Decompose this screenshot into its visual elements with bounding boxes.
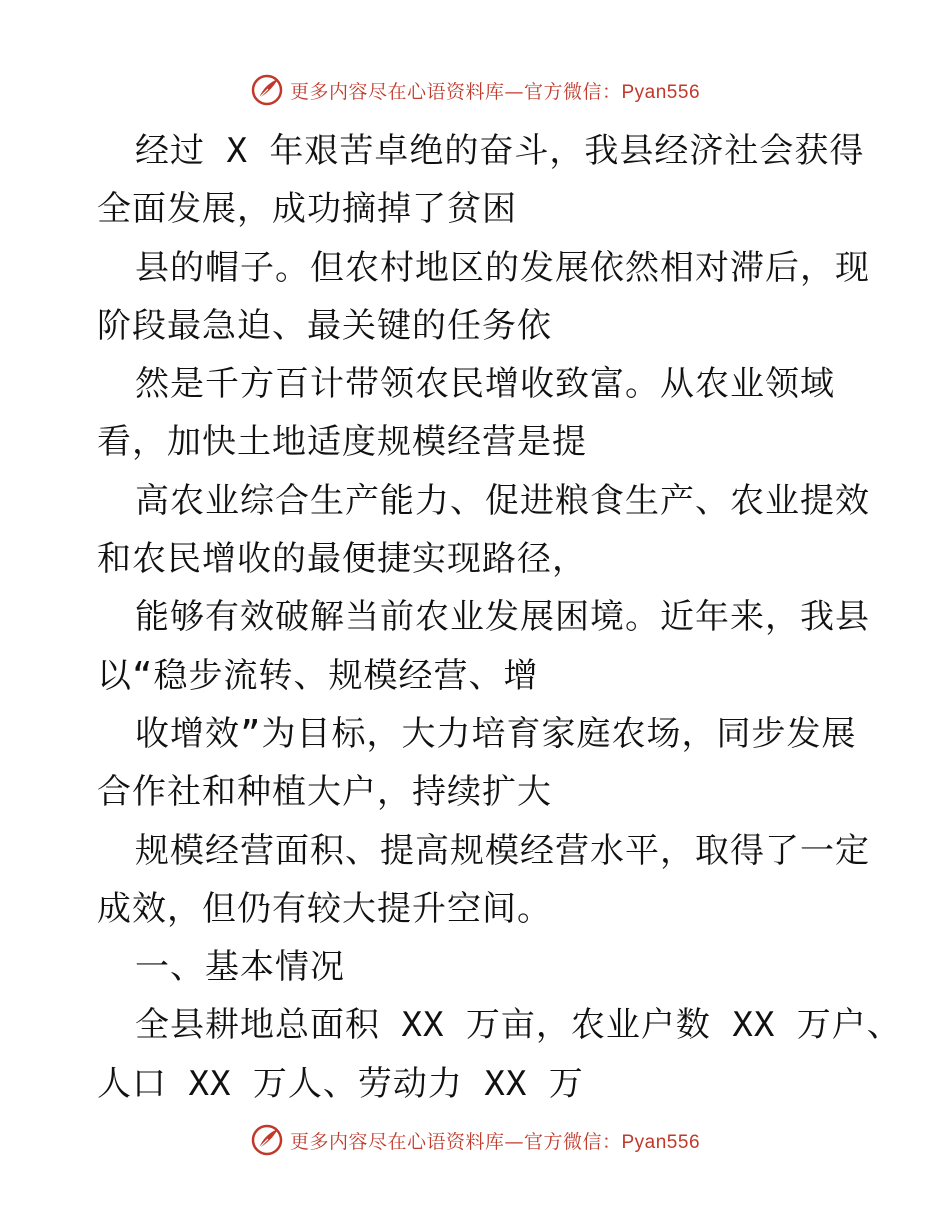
text-line: 经过 X 年艰苦卓绝的奋斗，我县经济社会获得 [135,131,865,171]
text-line: 人口 XX 万人、劳动力 XX 万 [97,1063,584,1104]
watermark-wechat-id: Pyan556 [621,1131,701,1153]
watermark-site-text: 更多内容尽在心语资料库 [289,1130,505,1153]
header-watermark [0,70,950,110]
document-body [97,122,902,1113]
text-line: 阶段最急迫、最关键的任务依 [97,305,552,346]
watermark-wechat-label: 官方微信： [523,80,622,103]
text-line: 高农业综合生产能力、促进粮食生产、农业提效 [135,480,870,521]
watermark-text [290,77,700,104]
text-line: 成效，但仍有较大提升空间。 [97,888,552,929]
text-line: 能够有效破解当前农业发展困境。近年来，我县 [135,597,870,638]
watermark-wechat-id: Pyan556 [621,81,701,103]
text-line: 全面发展，成功摘掉了贫困 [97,189,517,230]
section-heading: 一、基本情况 [135,947,345,988]
text-line: 县的帽子。但农村地区的发展依然相对滞后，现 [135,247,870,288]
watermark-text [290,1127,700,1154]
text-line: 以“稳步流转、规模经营、增 [97,655,539,696]
text-line: 和农民增收的最便捷实现路径， [97,539,587,580]
text-line: 收增效”为目标，大力培育家庭农场，同步发展 [135,713,857,754]
watermark-wechat-label: 官方微信： [523,1130,622,1153]
watermark-site-text: 更多内容尽在心语资料库 [289,80,505,103]
text-line: 合作社和种植大户，持续扩大 [97,772,552,813]
feather-pen-logo-icon [250,1123,284,1157]
text-line: 看，加快土地适度规模经营是提 [97,422,587,463]
feather-pen-logo-icon [250,73,284,107]
text-line: 全县耕地总面积 XX 万亩，农业户数 XX 万户、 [135,1005,902,1046]
footer-watermark [0,1120,950,1160]
text-line: 然是千方百计带领农民增收致富。从农业领域 [135,364,835,405]
text-line: 规模经营面积、提高规模经营水平，取得了一定 [135,830,870,871]
watermark-separator: — [504,1130,524,1153]
watermark-separator: — [504,80,524,103]
